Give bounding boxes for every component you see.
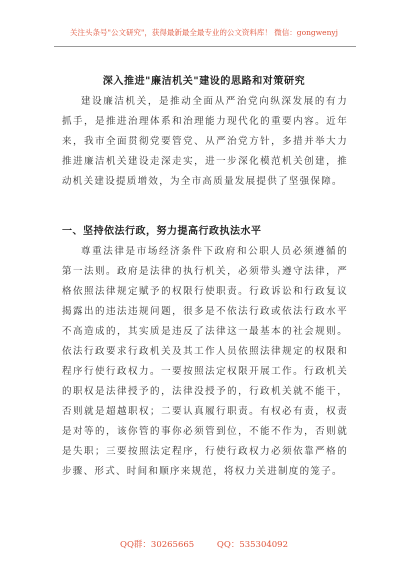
- qq-number-text: QQ：535304092: [216, 540, 288, 550]
- header-divider: [54, 46, 356, 47]
- section-heading: 一、坚持依法行政，努力提高行政执法水平: [62, 226, 262, 237]
- section-paragraph: 尊重法律是市场经济条件下政府和公职人员必须遵循的第一法则。政府是法律的执行机关，必须带头遵守法律，严格依照法律规定赋予的权限行使职责。行政诉讼和行政复议揭露出的违法违规问题，很多是不依法行政或依法行政水平不高造成的，其实质是违反了法律这一最基本的社会规则。依法行政要求行政机关及其工作人员依照法律规定的权限和程序行使行政权力。一要按照法定权限开展工作。行政机关的职权是法律授予的，法律没授予的，行政机关就不能干，否则就是超越职权；二要认真履行职责。有权必有责，权责是对等的，该你管的事你必须管到位，不能不作为，否则就是失职；三要按照法定程序，行使行政权力必须依靠严格的步骤、形式、时间和顺序来规范，将权力关进制度的笼子。: [62, 246, 348, 477]
- footer-contact: [0, 538, 408, 550]
- header-banner: 关注头条号"公文研究"，获得最新最全最专业的公文资料库！ 微信：gongwenyj: [70, 28, 338, 37]
- qq-group-text: QQ群：30265665: [119, 540, 195, 550]
- document-title: 深入推进"廉洁机关"建设的思路和对策研究: [102, 76, 306, 87]
- intro-paragraph: 建设廉洁机关，是推动全面从严治党向纵深发展的有力抓手，是推进治理体系和治理能力现代化的重要内容。近年来，我市全面贯彻党要管党、从严治党方针，多措并举大力推进廉洁机关建设走深走实，进一步深化模范机关创建，推动机关建设提质增效，为全市高质量发展提供了坚强保障。: [62, 96, 348, 187]
